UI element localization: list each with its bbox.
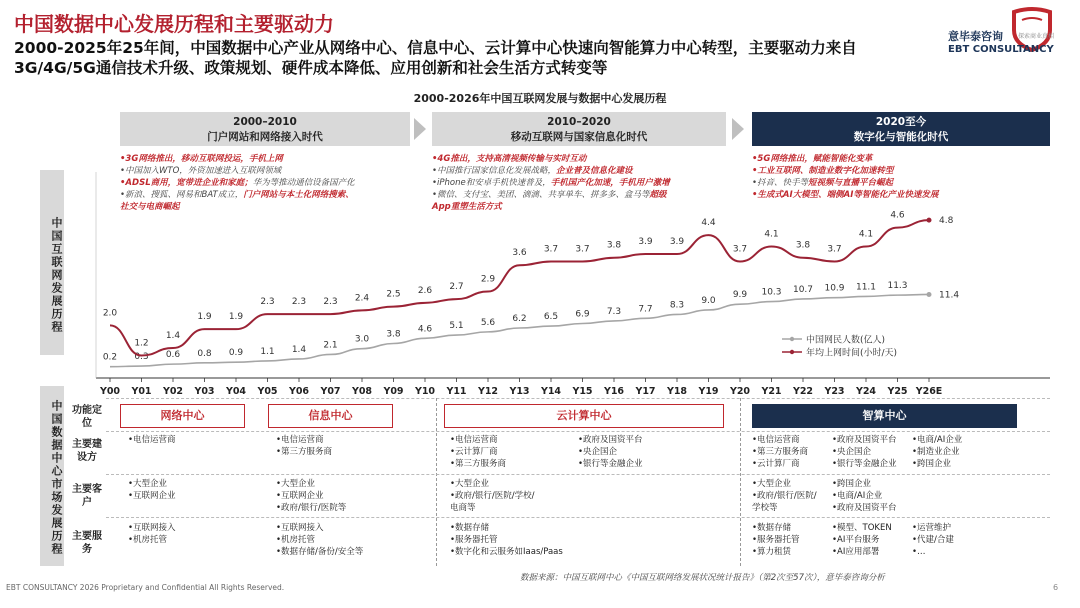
service-item: •互联网接入: [276, 523, 324, 533]
divider: [436, 398, 437, 566]
era-note-part: •3G网络推出，移动互联网投运，手机上网: [120, 154, 283, 164]
data-label: 4.6: [417, 324, 433, 335]
data-label: 2.5: [386, 289, 401, 300]
era-note-part: •iPhone和安卓手机快速普及，: [432, 178, 551, 188]
x-tick-label: Y17: [635, 386, 656, 397]
x-tick-label: Y03: [194, 386, 215, 397]
data-label: 9.0: [701, 295, 716, 306]
side-label-chart: 中国互联网发展历程: [40, 170, 64, 355]
service-item: •代建/合建: [912, 535, 954, 545]
builder-item: •电信运营商: [276, 435, 324, 445]
customer-item: •互联网企业: [276, 491, 324, 501]
data-point: [927, 218, 932, 223]
builder-item: •第三方服务商: [276, 447, 333, 457]
x-tick-label: Y23: [824, 386, 845, 397]
data-label: 11.4: [939, 290, 960, 301]
logo-tag: 探索商业真相: [1018, 33, 1055, 40]
x-tick-label: Y15: [572, 386, 593, 397]
x-tick-label: Y11: [446, 386, 467, 397]
data-label: 1.1: [260, 346, 275, 357]
customer-item: 学校等: [752, 503, 778, 513]
service-item: •机房托管: [128, 535, 168, 545]
data-label: 3.7: [543, 244, 559, 255]
data-label: 2.0: [102, 308, 118, 319]
era-note-part: 超级: [649, 190, 667, 200]
x-tick-label: Y05: [257, 386, 278, 397]
era-3-years: 2020至今: [875, 116, 927, 128]
era-note-part: App重塑生活方式: [432, 202, 502, 212]
service-item: •机房托管: [276, 535, 316, 545]
customer-item: •大型企业: [450, 479, 490, 489]
x-tick-label: Y13: [509, 386, 530, 397]
x-tick-label: Y26E: [915, 386, 943, 397]
era-note-part: 短视频与直播平台崛起: [808, 178, 894, 188]
service-item: •数据存储/备份/安全等: [276, 547, 364, 557]
service-item: •模型、TOKEN: [832, 523, 892, 533]
x-tick-label: Y08: [351, 386, 373, 397]
customer-item: 电商等: [450, 503, 476, 513]
era-note-part: 门户网站与本土化网络搜索、: [243, 190, 354, 200]
data-label: 6.2: [512, 314, 527, 325]
data-label: 3.7: [575, 244, 590, 255]
x-tick-label: Y14: [540, 386, 562, 397]
data-label: 2.1: [323, 340, 338, 351]
customer-item: •政府/银行/医院/学校/: [450, 491, 535, 501]
builder-item: •银行等金融企业: [578, 459, 643, 469]
data-label: 0.9: [228, 348, 244, 359]
data-label: 5.1: [449, 321, 464, 332]
x-tick-label: Y19: [698, 386, 719, 397]
data-label: 2.3: [291, 297, 307, 308]
legend-label: 年均上网时间(小时/天): [806, 348, 898, 359]
service-item: •服务器托管: [450, 535, 498, 545]
data-label: 7.7: [638, 304, 653, 315]
x-tick-label: Y04: [225, 386, 247, 397]
page-title: 中国数据中心发展历程和主要驱动力: [14, 12, 334, 36]
service-item: •…: [912, 547, 926, 557]
data-label: 7.3: [606, 306, 622, 317]
data-label: 3.0: [354, 334, 370, 345]
data-label: 4.1: [858, 229, 874, 240]
data-label: 3.8: [795, 240, 811, 251]
data-label: 5.6: [480, 317, 496, 328]
data-label: 4.6: [890, 210, 905, 221]
data-label: 4.4: [701, 218, 716, 229]
divider: [106, 431, 1050, 432]
service-item: •运营维护: [912, 523, 952, 533]
era-note-part: 企业普及信息化建设: [556, 166, 633, 176]
data-label: 3.8: [606, 240, 622, 251]
builder-item: •第三方服务商: [450, 459, 507, 469]
era-note-part: •微信、支付宝、美团、滴滴、共享单车、拼多多、盒马等: [432, 190, 650, 200]
era-1-years: 2000–2010: [233, 116, 297, 128]
era-2-years: 2010–2020: [547, 116, 611, 128]
data-label: 11.3: [887, 281, 908, 292]
builder-item: •电信运营商: [752, 435, 800, 445]
service-item: •数字化和云服务如Iaas/Paas: [450, 547, 563, 557]
builder-item: •电商/AI企业: [912, 435, 963, 445]
builder-item: •跨国企业: [912, 459, 952, 469]
service-item: •算力租赁: [752, 547, 792, 557]
builder-item: •政府及国资平台: [578, 435, 643, 445]
x-tick-label: Y01: [131, 386, 152, 397]
era-note-part: •中国推行国家信息化发展战略，: [432, 166, 557, 176]
customer-item: •大型企业: [276, 479, 316, 489]
builder-item: •第三方服务商: [752, 447, 809, 457]
service-item: •服务器托管: [752, 535, 800, 545]
data-point: [927, 292, 932, 297]
data-label: 2.6: [417, 285, 433, 296]
data-label: 1.4: [291, 344, 307, 355]
builder-item: •电信运营商: [128, 435, 176, 445]
divider: [106, 398, 1050, 399]
divider: [740, 398, 741, 566]
function-information-center: 信息中心: [268, 404, 393, 428]
data-label: 8.3: [669, 300, 685, 311]
builder-item: •央企国企: [832, 447, 872, 457]
x-tick-label: Y10: [414, 386, 436, 397]
builder-item: •制造业企业: [912, 447, 960, 457]
function-cloud-center: 云计算中心: [444, 404, 724, 428]
x-tick-label: Y21: [761, 386, 782, 397]
x-tick-label: Y25: [887, 386, 908, 397]
era-3-name: 数字化与智能化时代: [853, 131, 949, 143]
data-label: 3.7: [827, 244, 842, 255]
footer-copyright: EBT CONSULTANCY 2026 Proprietary and Confidential All Rights Reserved.: [6, 583, 285, 592]
data-label: 2.4: [354, 293, 370, 304]
side-label-market: 中国数据中心市场发展历程: [40, 386, 64, 566]
data-label: 6.9: [575, 309, 590, 320]
data-label: 6.5: [543, 312, 559, 323]
x-tick-label: Y18: [666, 386, 688, 397]
data-label: 1.2: [134, 338, 149, 349]
data-label: 2.9: [480, 274, 496, 285]
x-tick-label: Y16: [603, 386, 625, 397]
data-label: 2.7: [449, 282, 464, 293]
customer-item: •政府/银行/医院等: [276, 503, 347, 513]
row-label-services: 主要服务: [72, 531, 102, 555]
x-tick-label: Y00: [99, 386, 121, 397]
service-item: •互联网接入: [128, 523, 176, 533]
customer-item: •政府及国资平台: [832, 503, 897, 513]
customer-item: •互联网企业: [128, 491, 176, 501]
chart-title: 2000-2026年中国互联网发展与数据中心发展历程: [413, 92, 667, 105]
era-note-part: •生成式AI大模型、端侧AI等智能化产业快速发展: [752, 190, 939, 200]
builder-item: •云计算厂商: [752, 459, 800, 469]
era-note-part: •抖音、快手等: [752, 178, 809, 188]
service-item: •数据存储: [450, 523, 490, 533]
x-tick-label: Y06: [288, 386, 310, 397]
data-label: 3.9: [638, 236, 653, 247]
era-note-part: •4G推出，支持高清视频传输与实时互动: [432, 154, 587, 164]
data-label: 4.8: [939, 216, 954, 227]
builder-item: •银行等金融企业: [832, 459, 897, 469]
customer-item: •大型企业: [128, 479, 168, 489]
function-network-center: 网络中心: [120, 404, 245, 428]
data-label: 0.3: [134, 352, 149, 363]
data-label: 3.6: [512, 248, 527, 259]
builder-item: •电信运营商: [450, 435, 498, 445]
customer-item: •政府/银行/医院/: [752, 491, 817, 501]
page-subtitle: 2000-2025年25年间，中国数据中心产业从网络中心、信息中心、云计算中心快速向智能算力中心转型，主要驱动力来自3G/4G/5G通信技术升级、政策规划、硬件成本降低、应用创新和社会生活方式转变等: [14, 39, 857, 77]
row-label-builders: 主要建设方: [72, 439, 102, 463]
builder-item: •云计算厂商: [450, 447, 498, 457]
era-note-part: 华为等推动通信设备国产化: [252, 178, 355, 188]
data-label: 10.9: [824, 283, 845, 294]
divider: [106, 474, 1050, 475]
data-label: 11.1: [855, 282, 877, 293]
data-label: 0.8: [197, 348, 212, 359]
data-label: 1.9: [197, 312, 212, 323]
era-note-part: •新浪、搜狐、网易和BAT成立，: [120, 190, 244, 200]
data-label: 9.9: [732, 290, 748, 301]
era-note-part: 社交与电商崛起: [120, 202, 180, 212]
era-1-name: 门户网站和网络接入时代: [207, 131, 323, 143]
page-number: 6: [1053, 583, 1059, 592]
era-note-part: •工业互联网、制造业数字化加速转型: [752, 166, 894, 176]
x-tick-label: Y24: [855, 386, 877, 397]
logo-cn: 意毕泰咨询: [948, 30, 1003, 43]
service-item: •AI平台服务: [832, 535, 880, 545]
x-tick-label: Y09: [383, 386, 404, 397]
era-2-name: 移动互联网与国家信息化时代: [510, 131, 648, 143]
data-label: 0.2: [102, 352, 118, 363]
data-label: 1.9: [228, 312, 244, 323]
data-label: 1.4: [165, 330, 181, 341]
era-note-part: •中国加入WTO，外资加速进入互联网领域: [120, 166, 282, 176]
customer-item: •大型企业: [752, 479, 792, 489]
data-label: 0.6: [165, 350, 181, 361]
data-label: 3.8: [386, 329, 401, 340]
x-tick-label: Y20: [729, 386, 751, 397]
service-item: •AI应用部署: [832, 547, 880, 557]
legend-marker: [790, 350, 794, 354]
row-label-function: 功能定位: [72, 405, 102, 429]
builder-item: •政府及国资平台: [832, 435, 897, 445]
x-tick-label: Y07: [320, 386, 341, 397]
function-ai-compute-center: 智算中心: [752, 404, 1017, 428]
data-label: 3.7: [732, 244, 748, 255]
divider: [106, 517, 1050, 518]
x-tick-label: Y12: [477, 386, 499, 397]
data-label: 2.3: [323, 297, 338, 308]
builder-item: •央企国企: [578, 447, 618, 457]
era-note-part: 手机国产化加速，手机用户激增: [550, 178, 670, 188]
logo-en: EBT CONSULTANCY: [948, 44, 1054, 55]
customer-item: •跨国企业: [832, 479, 872, 489]
data-label: 10.7: [792, 284, 814, 295]
legend-marker: [790, 337, 794, 341]
data-source: 数据来源：中国互联网中心《中国互联网络发展状况统计报告》（第2次至57次），意毕泰咨询分析: [520, 573, 885, 583]
customer-item: •电商/AI企业: [832, 491, 883, 501]
era-note-part: •5G网络推出，赋能智能化变革: [752, 154, 873, 164]
data-label: 3.9: [669, 236, 685, 247]
era-note-part: •ADSL商用，宽带进企业和家庭；: [120, 178, 253, 188]
row-label-customers: 主要客户: [72, 484, 102, 508]
data-label: 10.3: [761, 287, 782, 298]
data-label: 2.3: [260, 297, 275, 308]
x-tick-label: Y22: [792, 386, 814, 397]
legend-label: 中国网民人数(亿人): [806, 335, 886, 346]
service-item: •数据存储: [752, 523, 792, 533]
data-label: 4.1: [764, 229, 779, 240]
x-tick-label: Y02: [162, 386, 184, 397]
